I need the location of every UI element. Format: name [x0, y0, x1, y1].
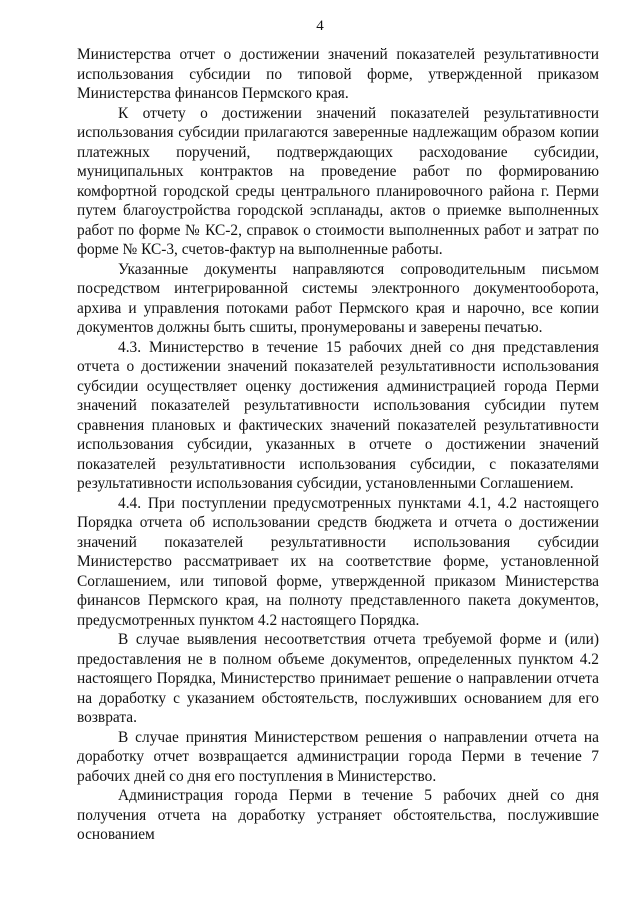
paragraph-4-3: 4.3. Министерство в течение 15 рабочих дней со дня представления отчета о достижении значений показателей результативности использования субсидии осуществляет оценку достижения администрацией города Перми значений показателей результативности использования субсидии путем сравнения плановых и фактических значений показателей результативности использования субсидии, указанных в отчете о достижении значений показателей результативности использования субсидии, с показателями результативности использования субсидии, установленными Соглашением. [77, 338, 599, 492]
paragraph-continuation: Министерства отчет о достижении значений показателей результативности использования субсидии по типовой форме, утвержденной приказом Министерства финансов Пермского края. [77, 46, 599, 102]
paragraph-nonconformity: В случае выявления несоответствия отчета требуемой форме и (или) предоставления не в полном объеме документов, определенных пунктом 4.2 настоящего Порядка, Министерство принимает решение о направлении отчета на доработку с указанием обстоятельств, послуживших основанием для его возврата. [77, 631, 599, 726]
document-body [77, 45, 599, 845]
paragraph-document-submission: Указанные документы направляются сопроводительным письмом посредством интегрированной системы электронного документооборота, архива и управления потоками работ Пермского края и нарочно, все копии документов должны быть сшиты, пронумерованы и заверены печатью. [77, 260, 599, 336]
page-number: 4 [316, 18, 324, 34]
paragraph-4-4: 4.4. При поступлении предусмотренных пунктами 4.1, 4.2 настоящего Порядка отчета об использовании средств бюджета и отчета о достижении значений показателей результативности использования субсидии Министерство рассматривает их на соответствие форме, установленной Соглашением, или типовой форме, утвержденной приказом Министерства финансов Пермского края, на полноту представленного пакета документов, предусмотренных пунктом 4.2 настоящего Порядка. [77, 494, 599, 629]
paragraph-revision-deadline: Администрация города Перми в течение 5 рабочих дней со дня получения отчета на доработку устраняет обстоятельства, послужившие основанием [77, 787, 599, 843]
paragraph-return-for-revision: В случае принятия Министерством решения о направлении отчета на доработку отчет возвращается администрации города Перми в течение 7 рабочих дней со дня его поступления в Министерство. [77, 728, 599, 785]
paragraph-attachments: К отчету о достижении значений показателей результативности использования субсидии прилагаются заверенные надлежащим образом копии платежных поручений, подтверждающих расходование субсидии, муниципальных контрактов на проведение работ по формированию комфортной городской среды центрального планировочного района г. Перми путем благоустройства городской эспланады, актов о приемке выполненных работ по форме № КС-2, справок о стоимости выполненных работ и затрат по форме № КС-3, счетов-фактур на выполненные работы. [77, 104, 599, 258]
